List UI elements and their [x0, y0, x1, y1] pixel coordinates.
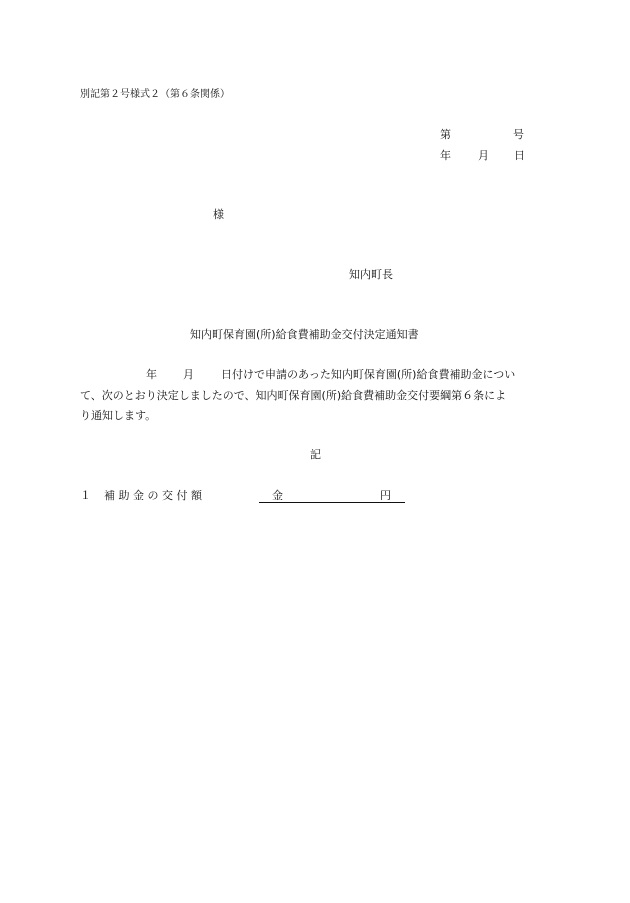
date-day: 日	[514, 149, 525, 162]
doc-number-suffix: 号	[513, 128, 524, 141]
recipient-suffix: 様	[213, 208, 224, 221]
doc-number-prefix: 第	[440, 128, 451, 141]
amount-suffix: 円	[380, 489, 391, 502]
document-title: 知内町保育園(所)給食費補助金交付決定通知書	[190, 328, 419, 341]
body-month: 月	[183, 368, 194, 381]
body-line3: り通知します。	[80, 409, 157, 422]
body-year: 年	[146, 368, 157, 381]
date-month: 月	[478, 149, 489, 162]
issuer: 知内町長	[349, 268, 393, 281]
body-line2: て、次のとおり決定しましたので、知内町保育園(所)給食費補助金交付要綱第６条によ	[80, 389, 507, 402]
body-line1: 日付けで申請のあった知内町保育園(所)給食費補助金につい	[221, 368, 516, 381]
item-1-number: １	[80, 489, 91, 502]
ki-heading: 記	[310, 448, 321, 461]
form-label: 別記第２号様式２（第６条関係）	[80, 89, 230, 100]
date-year: 年	[440, 149, 451, 162]
amount-field	[259, 489, 405, 503]
amount-prefix: 金	[272, 489, 283, 502]
item-1-label: 補 助 金 の 交 付 額	[104, 489, 202, 502]
